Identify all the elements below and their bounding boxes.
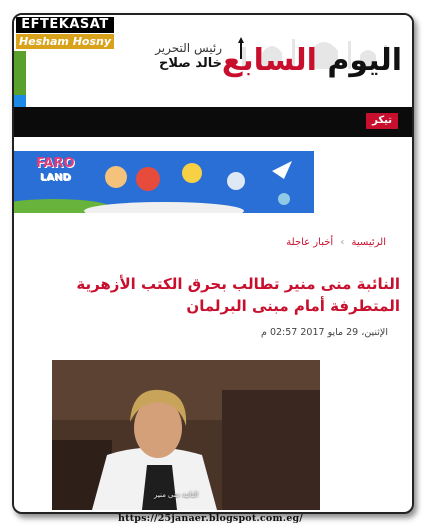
article-photo — [52, 360, 320, 510]
logo-text — [222, 43, 402, 78]
editor-name: خالد صلاح — [159, 56, 222, 71]
photo-image — [52, 360, 320, 510]
breadcrumb-separator: › — [340, 237, 345, 248]
source-url[interactable]: https://25janaer.blogspot.com.eg/ — [118, 513, 303, 524]
article-datetime: الإثنين، 29 مايو 2017 02:57 م — [261, 327, 388, 338]
editor-info — [122, 41, 222, 71]
main-nav — [14, 107, 412, 137]
browser-frame — [12, 13, 414, 514]
site-logo[interactable] — [221, 33, 402, 95]
breadcrumb-home[interactable]: الرئيسية — [351, 237, 386, 248]
ad-banner[interactable] — [14, 151, 314, 213]
watermark-line-2: Hesham Hosny — [16, 34, 114, 49]
breadcrumb-section[interactable]: أخبار عاجلة — [286, 237, 334, 248]
banner-brand-line-1: FARO — [36, 156, 75, 171]
photo-caption: النائبة منى منير — [154, 491, 199, 499]
side-strip-blue — [14, 95, 26, 107]
logo-prefix: اليوم — [327, 43, 402, 78]
nav-tab-ticker[interactable]: تيكر — [366, 113, 398, 129]
banner-brand-line-2: LAND — [39, 172, 71, 183]
breadcrumb — [286, 237, 386, 248]
logo-suffix: السابع — [221, 43, 317, 78]
site-header — [14, 15, 412, 107]
watermark — [16, 17, 114, 51]
banner-brand — [36, 157, 75, 185]
editor-label: رئيس التحرير — [155, 41, 222, 55]
watermark-line-1: EFTEKASAT — [16, 17, 114, 33]
article-title: النائبة منى منير تطالب بحرق الكتب الأزهرية المتطرفة أمام مبنى البرلمان — [76, 275, 400, 315]
side-strip-green — [14, 51, 26, 95]
